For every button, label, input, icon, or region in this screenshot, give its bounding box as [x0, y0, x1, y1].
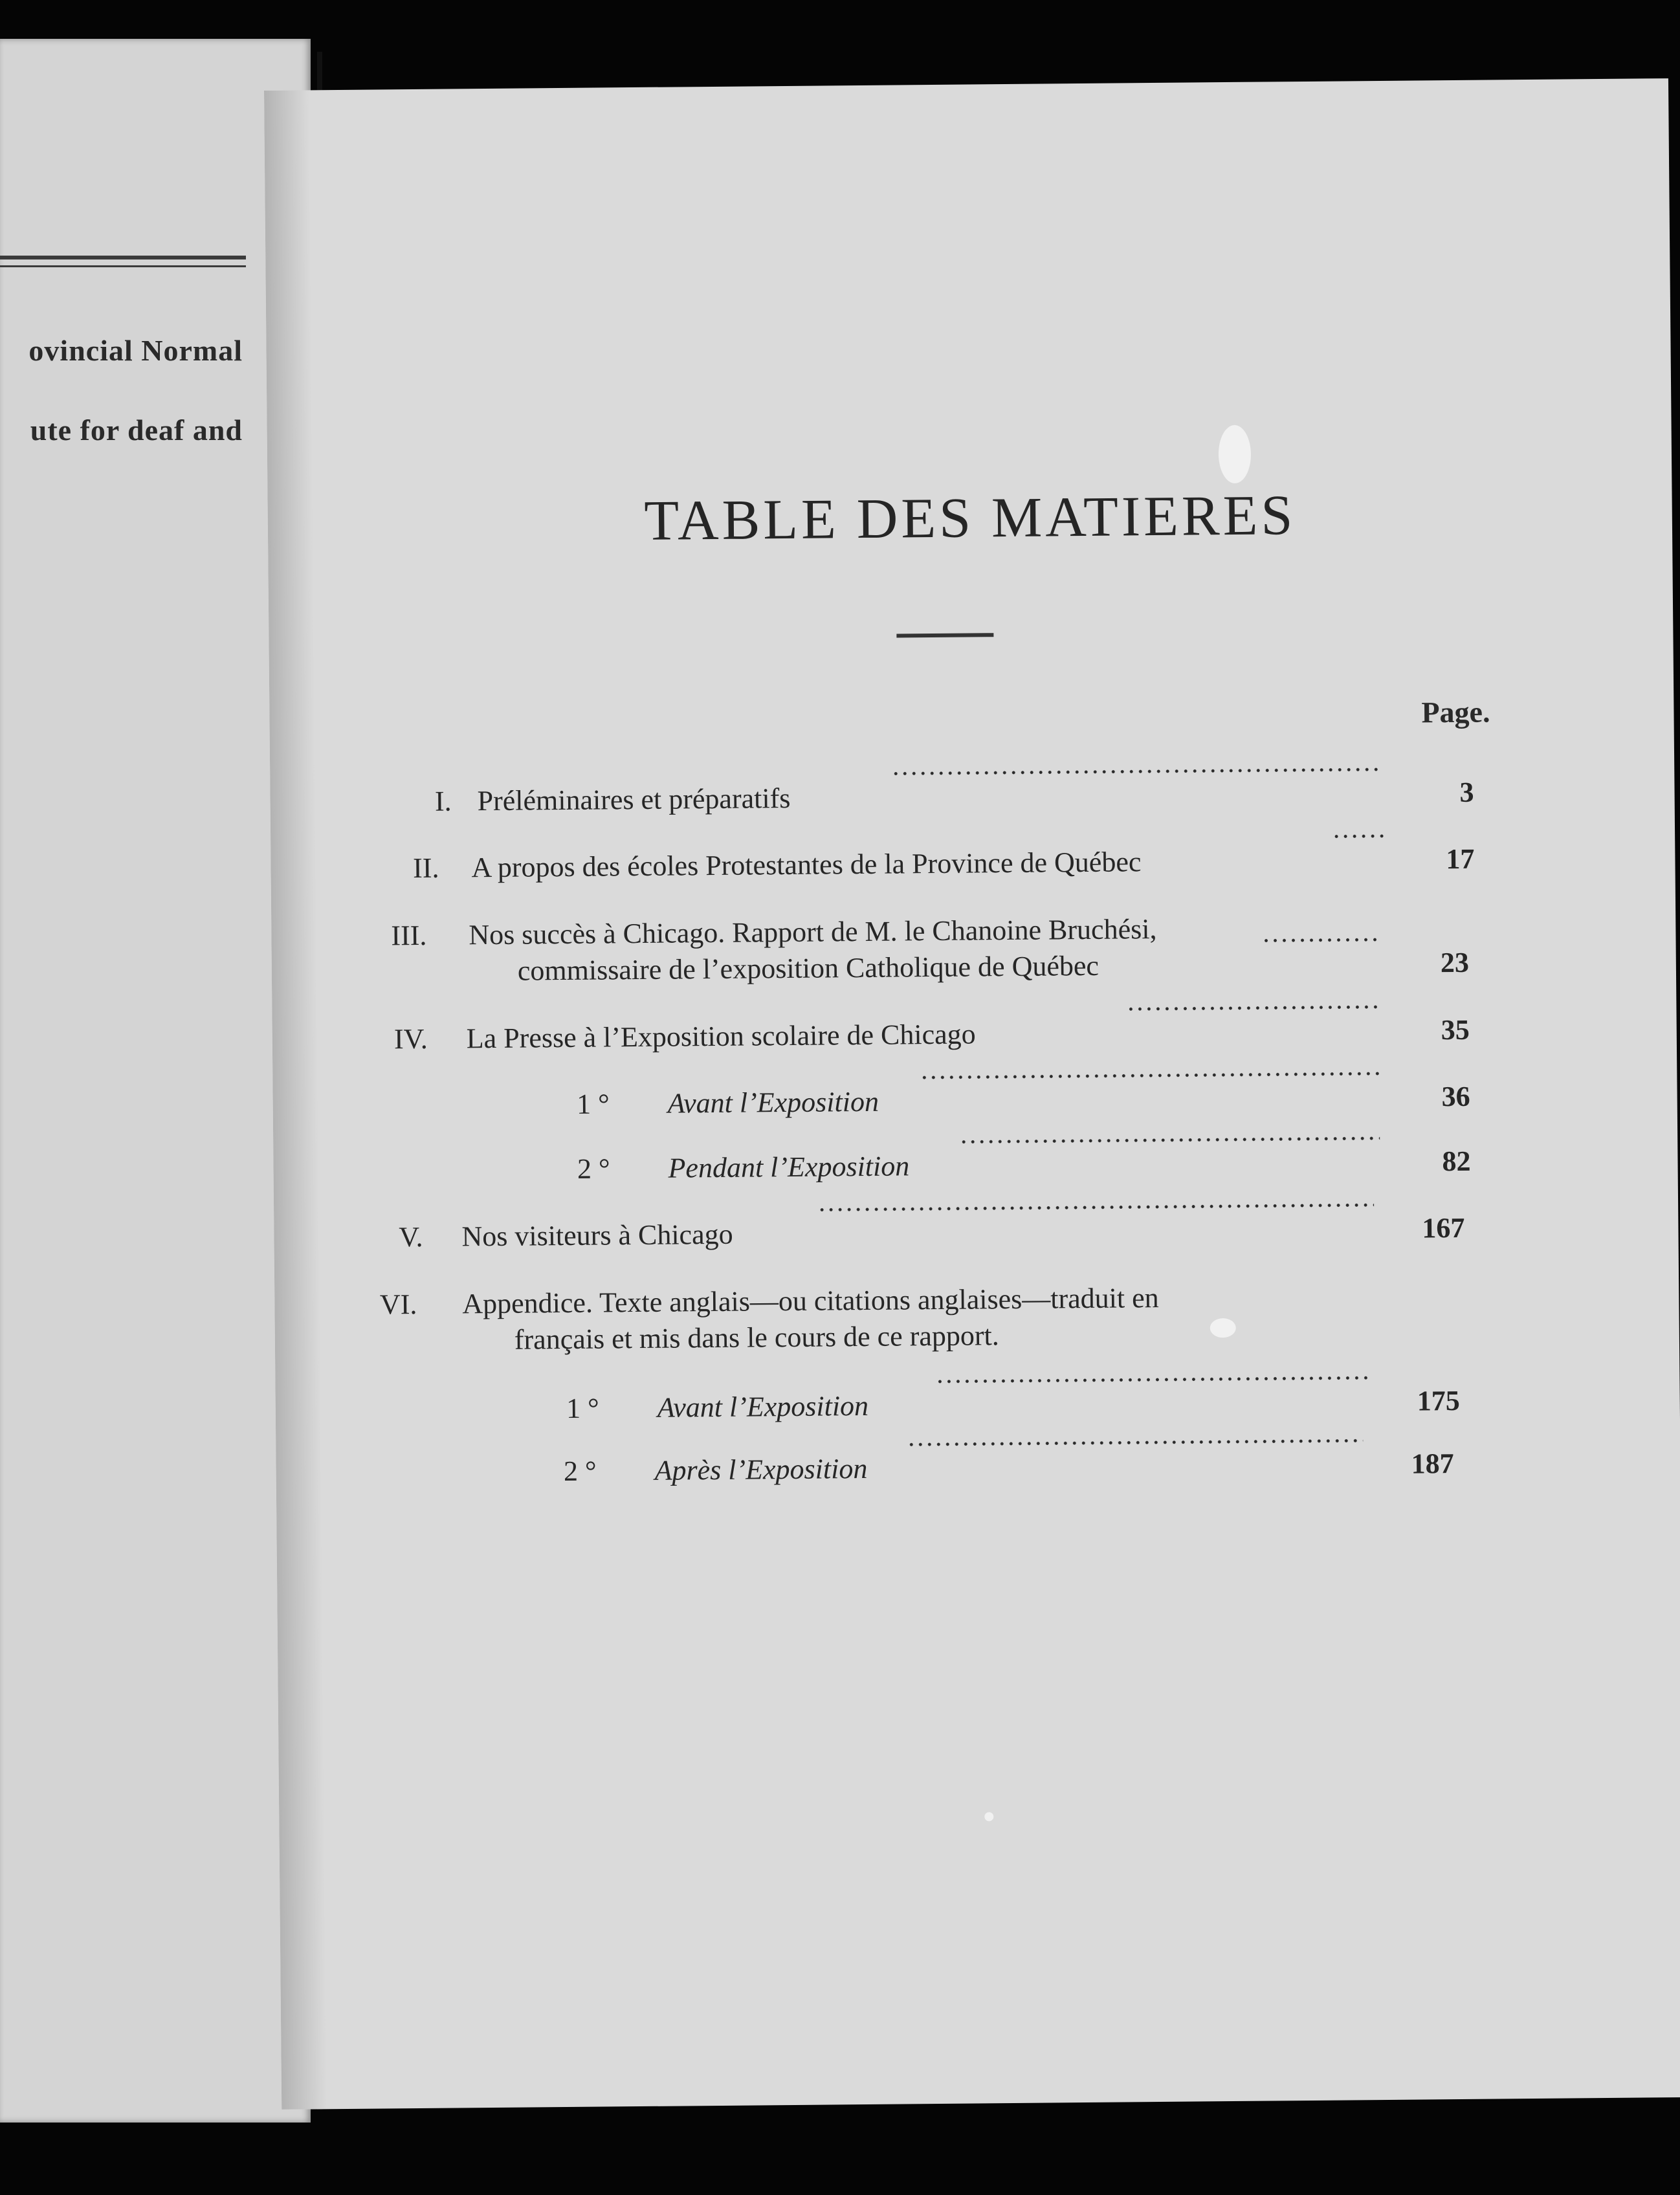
dot-leader — [891, 767, 1383, 776]
toc-subentry-6-2 — [276, 1445, 1680, 1488]
entry-number: I. — [434, 785, 452, 817]
toc-entry-4 — [272, 1011, 1677, 1055]
toc-entry-2 — [271, 841, 1675, 885]
entry-title: Préléminaires et préparatifs — [477, 782, 791, 817]
left-facing-page — [0, 39, 311, 2123]
toc-entry-5 — [274, 1209, 1678, 1253]
dot-leader — [1261, 938, 1378, 943]
page-column-header: Page. — [1421, 695, 1490, 729]
left-page-rule — [0, 256, 246, 259]
entry-title: Nos succès à Chicago. Rapport de M. le Chanoine Bruchési, — [469, 913, 1157, 951]
contents-page — [264, 78, 1680, 2110]
entry-title: Nos visiteurs à Chicago — [461, 1218, 733, 1253]
entry-title: La Presse à l’Exposition scolaire de Chicago — [466, 1018, 976, 1055]
entry-number: 1 ° — [576, 1088, 610, 1120]
entry-title: Avant l’Exposition — [667, 1085, 879, 1120]
entry-title-continuation: français et mis dans le cours de ce rapport. — [514, 1319, 999, 1356]
entry-number: 1 ° — [566, 1392, 600, 1424]
entry-number: 2 ° — [563, 1455, 597, 1488]
dot-leader — [935, 1376, 1369, 1384]
dot-leader — [959, 1136, 1380, 1144]
entry-number: III. — [391, 919, 427, 952]
scan-speck — [1210, 1318, 1236, 1338]
entry-number: II. — [412, 852, 439, 885]
toc-entry-3 — [271, 908, 1675, 952]
toc-entry-1 — [270, 774, 1674, 817]
scan-speck — [1219, 425, 1252, 483]
entry-title: Après l’Exposition — [654, 1452, 868, 1486]
entry-title: Avant l’Exposition — [657, 1389, 869, 1424]
left-page-line-2: ute for deaf and — [30, 414, 243, 447]
entry-number: 2 ° — [577, 1153, 610, 1185]
dot-leader — [1126, 1005, 1378, 1011]
entry-page: 175 — [1417, 1384, 1460, 1417]
entry-page: 82 — [1442, 1145, 1471, 1178]
dot-leader — [1332, 834, 1384, 839]
entry-title: A propos des écoles Protestantes de la Province de Québec — [471, 846, 1142, 884]
entry-number: V. — [399, 1220, 423, 1253]
entry-title: Appendice. Texte anglais—ou citations anglaises—traduit en — [462, 1282, 1159, 1320]
dot-leader — [817, 1203, 1374, 1212]
entry-page: 3 — [1459, 776, 1474, 808]
entry-page: 23 — [1440, 946, 1470, 979]
entry-page: 17 — [1446, 843, 1475, 876]
dot-leader — [920, 1072, 1379, 1079]
toc-entry-6 — [274, 1277, 1679, 1321]
left-page-line-1: ovincial Normal — [28, 334, 243, 367]
toc-subentry-4-1 — [272, 1078, 1677, 1120]
entry-title: Pendant l’Exposition — [668, 1150, 910, 1184]
page-title: TABLE DES MATIERES — [643, 484, 1296, 553]
scan-speck — [984, 1812, 993, 1821]
title-rule — [896, 633, 993, 637]
entry-page: 36 — [1441, 1080, 1470, 1113]
toc-subentry-4-2 — [273, 1143, 1677, 1185]
left-page-rule-thin — [0, 265, 246, 267]
entry-title-continuation: commissaire de l’exposition Catholique de Québec — [517, 949, 1100, 987]
entry-number: VI. — [379, 1288, 417, 1321]
toc-subentry-6-1 — [276, 1382, 1680, 1424]
entry-number: IV. — [393, 1022, 428, 1055]
dot-leader — [907, 1439, 1363, 1446]
entry-page: 35 — [1441, 1013, 1470, 1046]
entry-page: 167 — [1422, 1211, 1465, 1244]
entry-page: 187 — [1411, 1448, 1454, 1480]
